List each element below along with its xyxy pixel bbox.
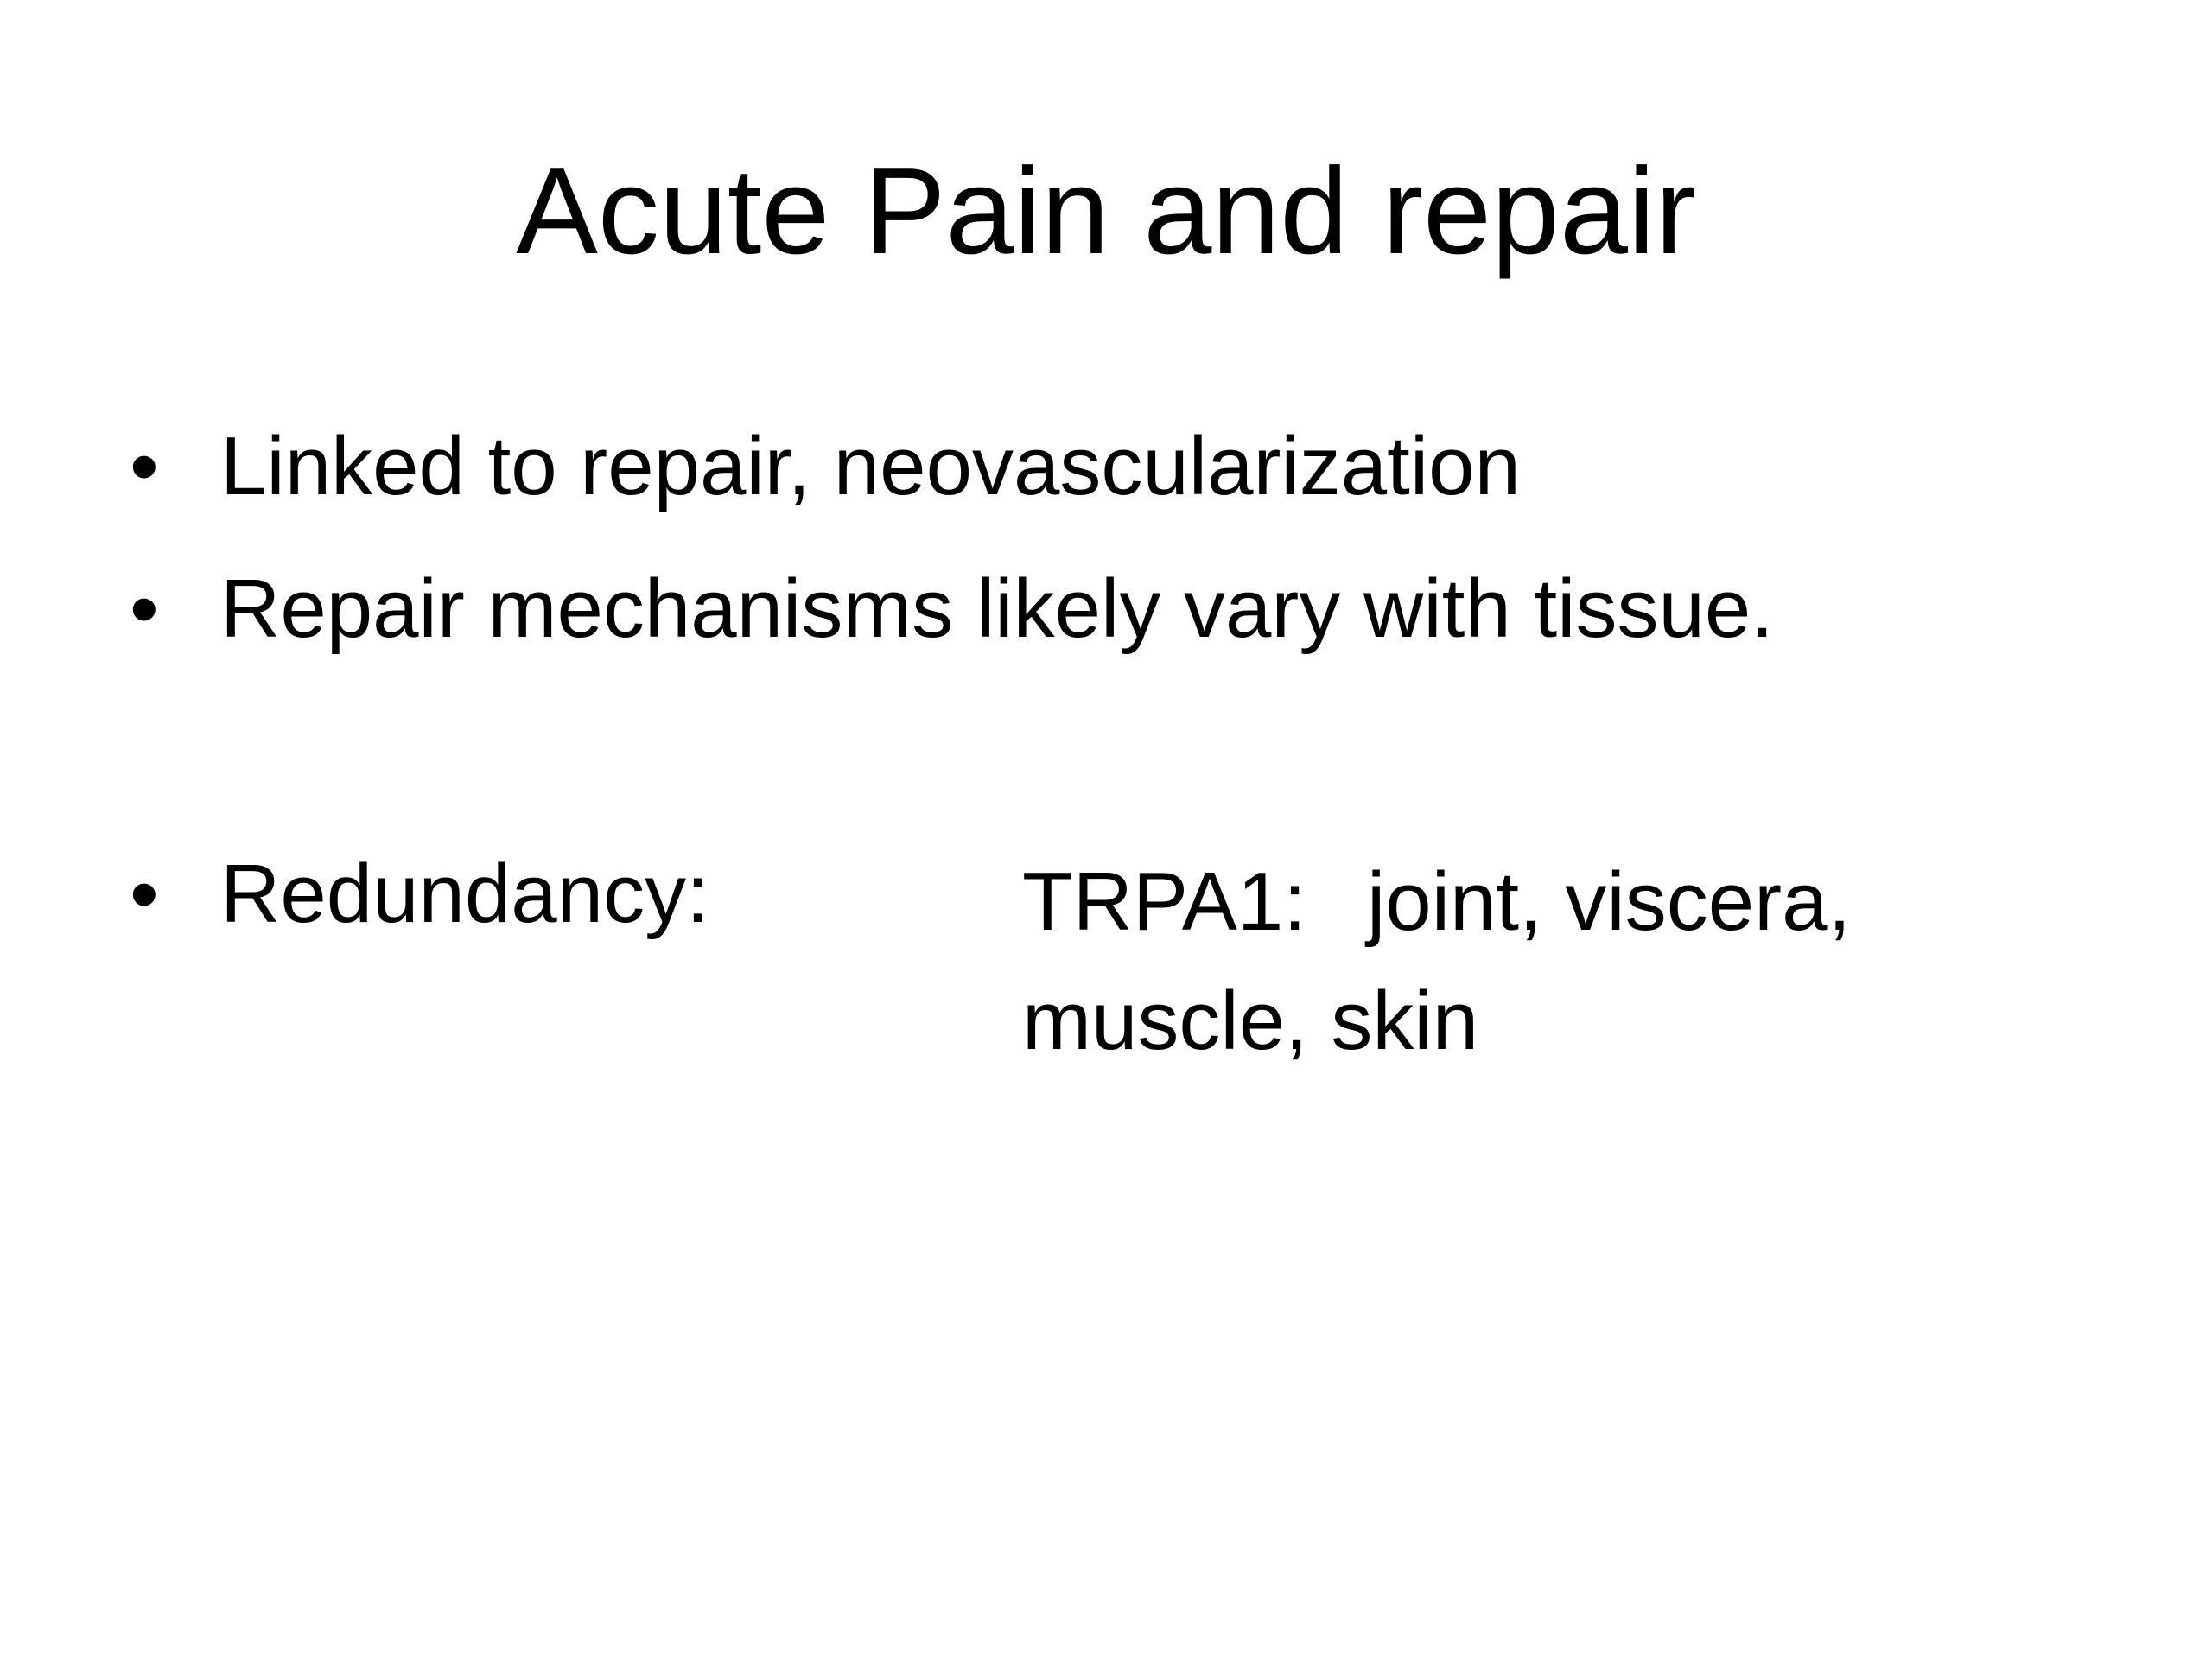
- bullet-marker: •: [130, 420, 159, 512]
- slide-title: Acute Pain and repair: [516, 143, 1696, 280]
- bullet-text: Linked to repair, neovascularization: [220, 420, 1521, 512]
- detail-text: joint, viscera, muscle, skin: [1022, 855, 1852, 1067]
- bullet-marker: •: [130, 563, 159, 655]
- bullet-text: Redundancy:: [220, 848, 709, 940]
- redundancy-detail: [1022, 842, 2016, 1081]
- bullet-text: Repair mechanisms likely vary with tissue.: [220, 563, 1774, 655]
- detail-label: TRPA1:: [1022, 855, 1306, 948]
- bullet-marker: •: [130, 848, 159, 940]
